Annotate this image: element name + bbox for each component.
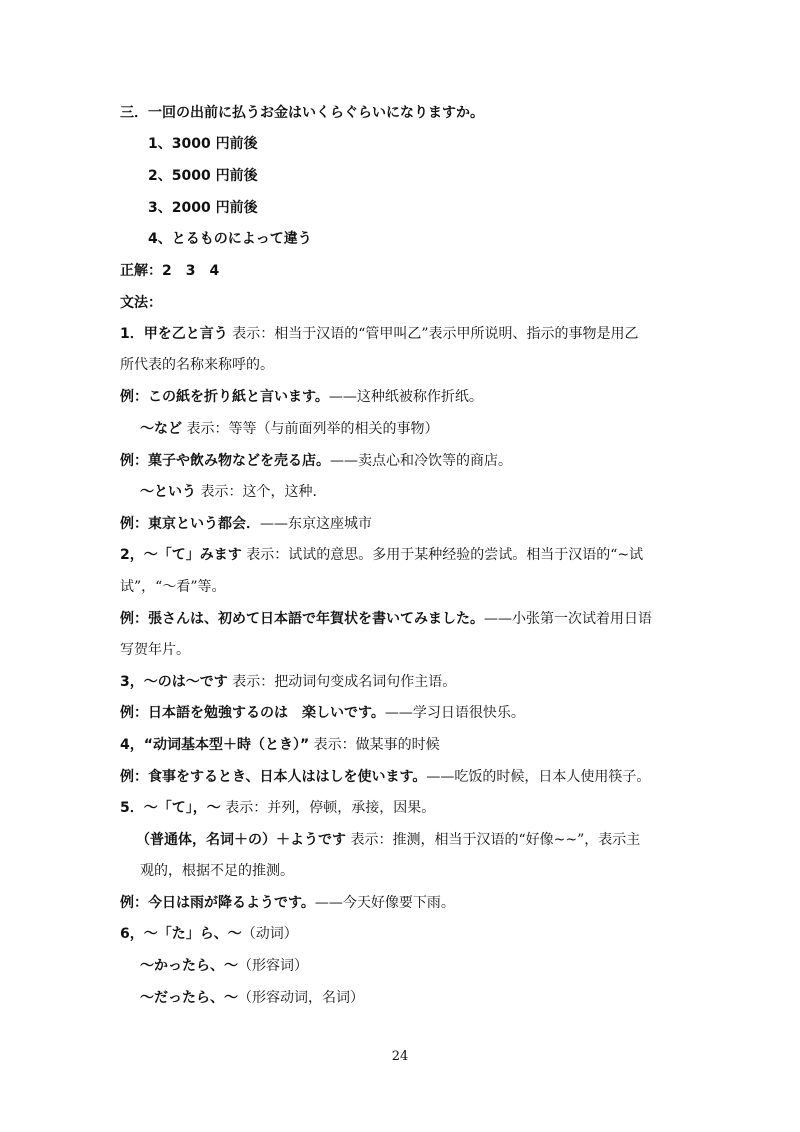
grammar-5-line [120, 798, 435, 818]
option-1: 1、3000 円前後 [148, 136, 258, 152]
grammar-5-desc: 表示：并列，停顿，承接，因果。 [225, 800, 436, 816]
grammar-1b-example-jp: 例：菓子や飲み物などを売る店。 [120, 453, 330, 469]
grammar-6-line-2-label: ～かったら、～ [140, 958, 238, 974]
grammar-5b-desc: 表示：推测，相当于汉语的“好像~~”，表示主 [350, 832, 641, 848]
grammar-5b-label: （普通体，名词＋の）＋ようです [136, 832, 346, 848]
grammar-4-example [120, 767, 650, 787]
grammar-6-line-3 [140, 988, 364, 1008]
grammar-3-line [120, 672, 456, 692]
grammar-4-example-cn: ——吃饭的时候，日本人使用筷子。 [426, 769, 651, 785]
grammar-6-line-2 [140, 956, 308, 976]
grammar-heading: 文法： [120, 295, 162, 311]
option-4: 4、とるものによって違う [148, 231, 312, 247]
grammar-3-label: 3，～のは～です [120, 674, 228, 690]
grammar-2-example [120, 609, 652, 629]
grammar-6-line-1-label: 6，～「た」ら、～ [120, 926, 242, 942]
grammar-1c-example [120, 514, 372, 534]
grammar-1-label: 1．甲を乙と言う [120, 326, 228, 342]
grammar-1b-line [140, 419, 438, 439]
grammar-2-example-cn: ——小张第一次试着用日语 [484, 611, 652, 627]
grammar-4-label: 4，“动词基本型＋時（とき）” [120, 737, 310, 753]
grammar-5-label: 5．～「て」，～ [120, 800, 221, 816]
grammar-1-desc-cont: 所代表的名称来称呼的。 [120, 357, 274, 373]
grammar-5b-example-cn: ——今天好像要下雨。 [314, 895, 455, 911]
grammar-3-example-cn: ——学习日语很快乐。 [384, 705, 525, 721]
question-title: 三．一回の出前に払うお金はいくらぐらいになりますか。 [120, 105, 484, 121]
grammar-1b-example [120, 451, 512, 471]
grammar-1-desc: 表示：相当于汉语的“管甲叫乙”表示甲所说明、指示的事物是用乙 [232, 326, 639, 342]
grammar-4-desc: 表示：做某事的时候 [313, 737, 440, 753]
grammar-1c-line [140, 482, 326, 502]
grammar-1b-desc: 表示：等等（与前面列举的相关的事物） [186, 421, 439, 437]
grammar-1-example-jp: 例：この紙を折り紙と言います。 [120, 389, 329, 405]
grammar-1b-example-cn: ——卖点心和冷饮等的商店。 [330, 453, 512, 469]
grammar-1-line [120, 324, 639, 344]
grammar-6-line-3-label: ～だったら、～ [140, 990, 238, 1006]
grammar-6-line-2-note: （形容词） [238, 958, 308, 974]
grammar-1c-example-cn: ——东京这座城市 [260, 516, 372, 532]
grammar-5b-example-jp: 例：今日は雨が降るようです。 [120, 895, 315, 911]
grammar-2-example-cont: 写贺年片。 [120, 642, 190, 658]
grammar-2-desc: 表示：试试的意思。多用于某种经验的尝试。相当于汉语的“~试 [246, 547, 644, 563]
grammar-5b-line [136, 830, 640, 850]
grammar-4-example-jp: 例：食事をするとき、日本人ははしを使います。 [120, 769, 427, 785]
grammar-5b-example [120, 893, 455, 913]
grammar-6-line-3-note: （形容动词，名词） [238, 990, 364, 1006]
grammar-1c-label: ～という [140, 484, 196, 500]
grammar-6-line-1-note: （动词） [241, 926, 298, 942]
grammar-1-example-cn: ——这种纸被称作折纸。 [328, 389, 483, 405]
grammar-4-line [120, 735, 440, 755]
grammar-1b-label: ～など [140, 421, 182, 437]
grammar-6-line-1 [120, 924, 298, 944]
grammar-3-desc: 表示：把动词句变成名词句作主语。 [232, 674, 457, 690]
grammar-2-label: 2，～「て」みます [120, 547, 242, 563]
grammar-2-example-jp: 例：張さんは、初めて日本語で年賀状を書いてみました。 [120, 611, 484, 627]
grammar-2-line [120, 545, 643, 565]
grammar-1c-desc: 表示：这个，这种． [200, 484, 327, 500]
option-2: 2、5000 円前後 [148, 168, 258, 184]
grammar-2-desc-cont: 试”，“～看”等。 [120, 579, 226, 595]
grammar-3-example [120, 703, 525, 723]
grammar-3-example-jp: 例：日本語を勉強するのは 楽しいです。 [120, 705, 385, 721]
option-3: 3、2000 円前後 [148, 200, 258, 216]
grammar-5b-desc-cont: 观的，根据不足的推测。 [140, 863, 294, 879]
grammar-1-example [120, 387, 483, 407]
page-number: 24 [391, 1049, 409, 1064]
grammar-1c-example-jp: 例：東京という都会． [120, 516, 260, 532]
answer-line: 正解：2 3 4 [120, 263, 220, 279]
